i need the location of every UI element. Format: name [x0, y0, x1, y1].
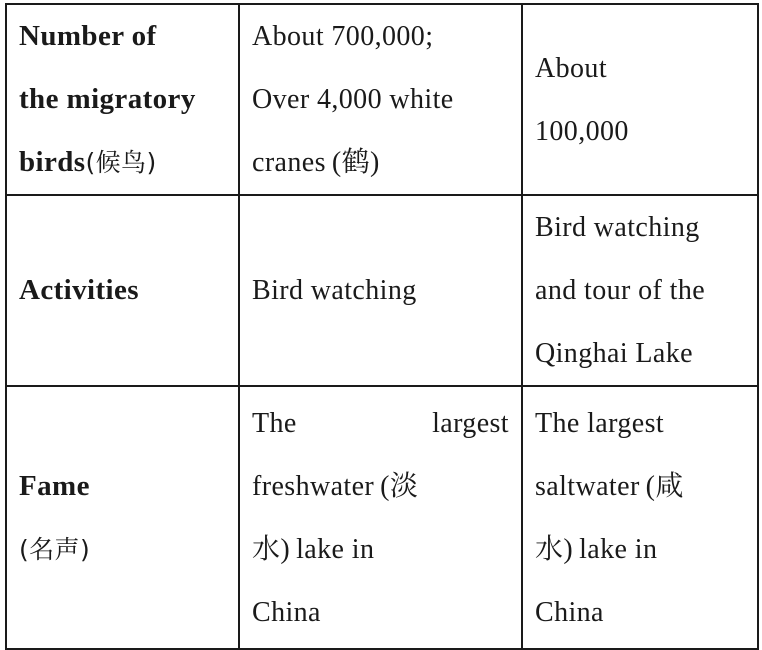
table-row-fame: [6, 386, 758, 649]
cell-line: China: [535, 596, 604, 628]
row-header-fame: [6, 386, 239, 649]
comparison-table-container: [5, 3, 757, 645]
cell-line: Over 4,000 white: [252, 84, 454, 115]
cell-line: About 700,000;: [252, 21, 434, 52]
cell-line-justified: [252, 392, 509, 455]
header-text: birds: [19, 146, 86, 178]
cell-line: Bird watching: [535, 212, 700, 243]
cell-qinghai-activities: [522, 195, 758, 386]
header-line: [19, 131, 226, 194]
cell-poyang-birds: [239, 4, 522, 195]
cell-line: The largest: [535, 407, 665, 439]
cell-line: Qinghai Lake: [535, 338, 693, 369]
cell-qinghai-fame: [522, 386, 758, 649]
cell-poyang-fame: [239, 386, 522, 649]
header-line: the migratory: [19, 83, 196, 115]
header-chinese-annotation: (候鸟): [85, 148, 157, 177]
table-row-activities: [6, 195, 758, 386]
cell-line: cranes (鹤): [252, 147, 380, 178]
cell-word: largest: [432, 407, 509, 439]
cell-poyang-activities: [239, 195, 522, 386]
cell-line: freshwater (淡: [252, 470, 419, 502]
header-chinese-annotation: (名声): [19, 534, 91, 564]
cell-line: Bird watching: [252, 275, 417, 306]
cell-line: 100,000: [535, 115, 629, 147]
header-line: Fame: [19, 469, 90, 502]
cell-line: About: [535, 52, 607, 84]
comparison-table: [5, 3, 759, 650]
header-line: Number of: [19, 20, 157, 52]
cell-line: saltwater (咸: [535, 470, 684, 502]
cell-word: The: [252, 407, 297, 439]
header-line: Activities: [19, 274, 139, 306]
cell-line: 水) lake in: [535, 533, 658, 565]
row-header-activities: [6, 195, 239, 386]
cell-qinghai-birds: [522, 4, 758, 195]
cell-line: China: [252, 596, 321, 628]
table-row-migratory-birds: [6, 4, 758, 195]
row-header-migratory-birds: [6, 4, 239, 195]
cell-line: and tour of the: [535, 275, 706, 306]
cell-line: 水) lake in: [252, 533, 375, 565]
